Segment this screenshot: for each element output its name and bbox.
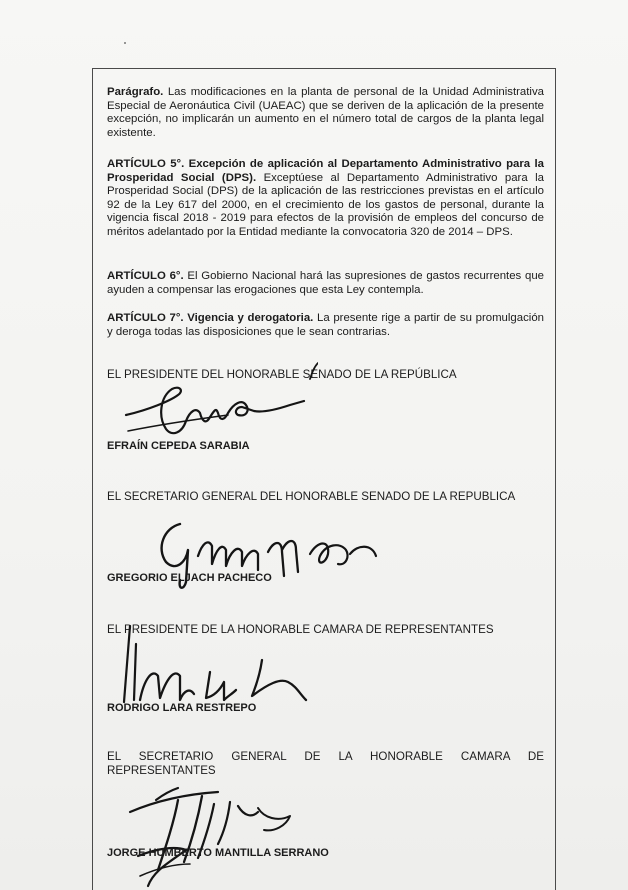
articulo-5-heading: ARTÍCULO 5°. Excepción de aplicación al Departamento Administrativo para la Prosperidad Social (DPS). [107, 158, 544, 184]
signatory-title-chamber-secretary: EL SECRETARIO GENERAL DE LA HONORABLE CAMARA DE REPRESENTANTES [107, 750, 544, 777]
articulo-7-block [107, 312, 544, 339]
signature-chamber-president [110, 620, 320, 710]
articulo-6-heading: ARTÍCULO 6°. [107, 270, 184, 282]
scan-speck [124, 42, 126, 44]
signatory-title-senate-president: EL PRESIDENTE DEL HONORABLE SENADO DE LA REPÚBLICA [107, 368, 457, 381]
articulo-7-heading: ARTÍCULO 7°. Vigencia y derogatoria. [107, 312, 314, 324]
signatory-title-chamber-president: EL PRESIDENTE DE LA HONORABLE CAMARA DE REPRESENTANTES [107, 623, 494, 636]
signatory-name-chamber-secretary: JORGE HUMBERTO MANTILLA SERRANO [107, 847, 329, 859]
signatory-title-senate-secretary: EL SECRETARIO GENERAL DEL HONORABLE SENADO DE LA REPUBLICA [107, 490, 516, 503]
paragrafo-block [107, 86, 544, 140]
articulo-5-text: Exceptúese al Departamento Administrativo para la Prosperidad Social (DPS) de la aplicación de las restricciones previstas en el artículo 92 de la Ley 617 del 2000, en el crecimiento de los gastos de personal, durante la vigencia fiscal 2018 - 2019 para efectos de la provisión de empleos del concurso de méritos adelantado por la Entidad mediante la convocatoria 320 de 2014 – DPS. [107, 171, 544, 238]
signatory-name-senate-secretary: GREGORIO ELJACH PACHECO [107, 572, 272, 584]
articulo-6-text: El Gobierno Nacional hará las supresiones de gastos recurrentes que ayuden a compensar las erogaciones que esta Ley contempla. [107, 270, 544, 296]
signature-chamber-secretary [118, 782, 308, 890]
articulo-5-block [107, 158, 544, 240]
articulo-6-block [107, 270, 544, 297]
paragrafo-label: Parágrafo. [107, 86, 164, 98]
paragrafo-text: Las modificaciones en la planta de personal de la Unidad Administrativa Especial de Aeronáutica Civil (UAEAC) que se deriven de la aplicación de la presente excepción, no implicarán un aumento en el número total de cargos de la planta legal existente. [107, 86, 544, 139]
signatory-name-senate-president: EFRAÍN CEPEDA SARABIA [107, 440, 250, 452]
signatory-name-chamber-president: RODRIGO LARA RESTREPO [107, 702, 257, 714]
articulo-7-text: La presente rige a partir de su promulgación y deroga todas las disposiciones que le sean contrarias. [107, 312, 544, 338]
